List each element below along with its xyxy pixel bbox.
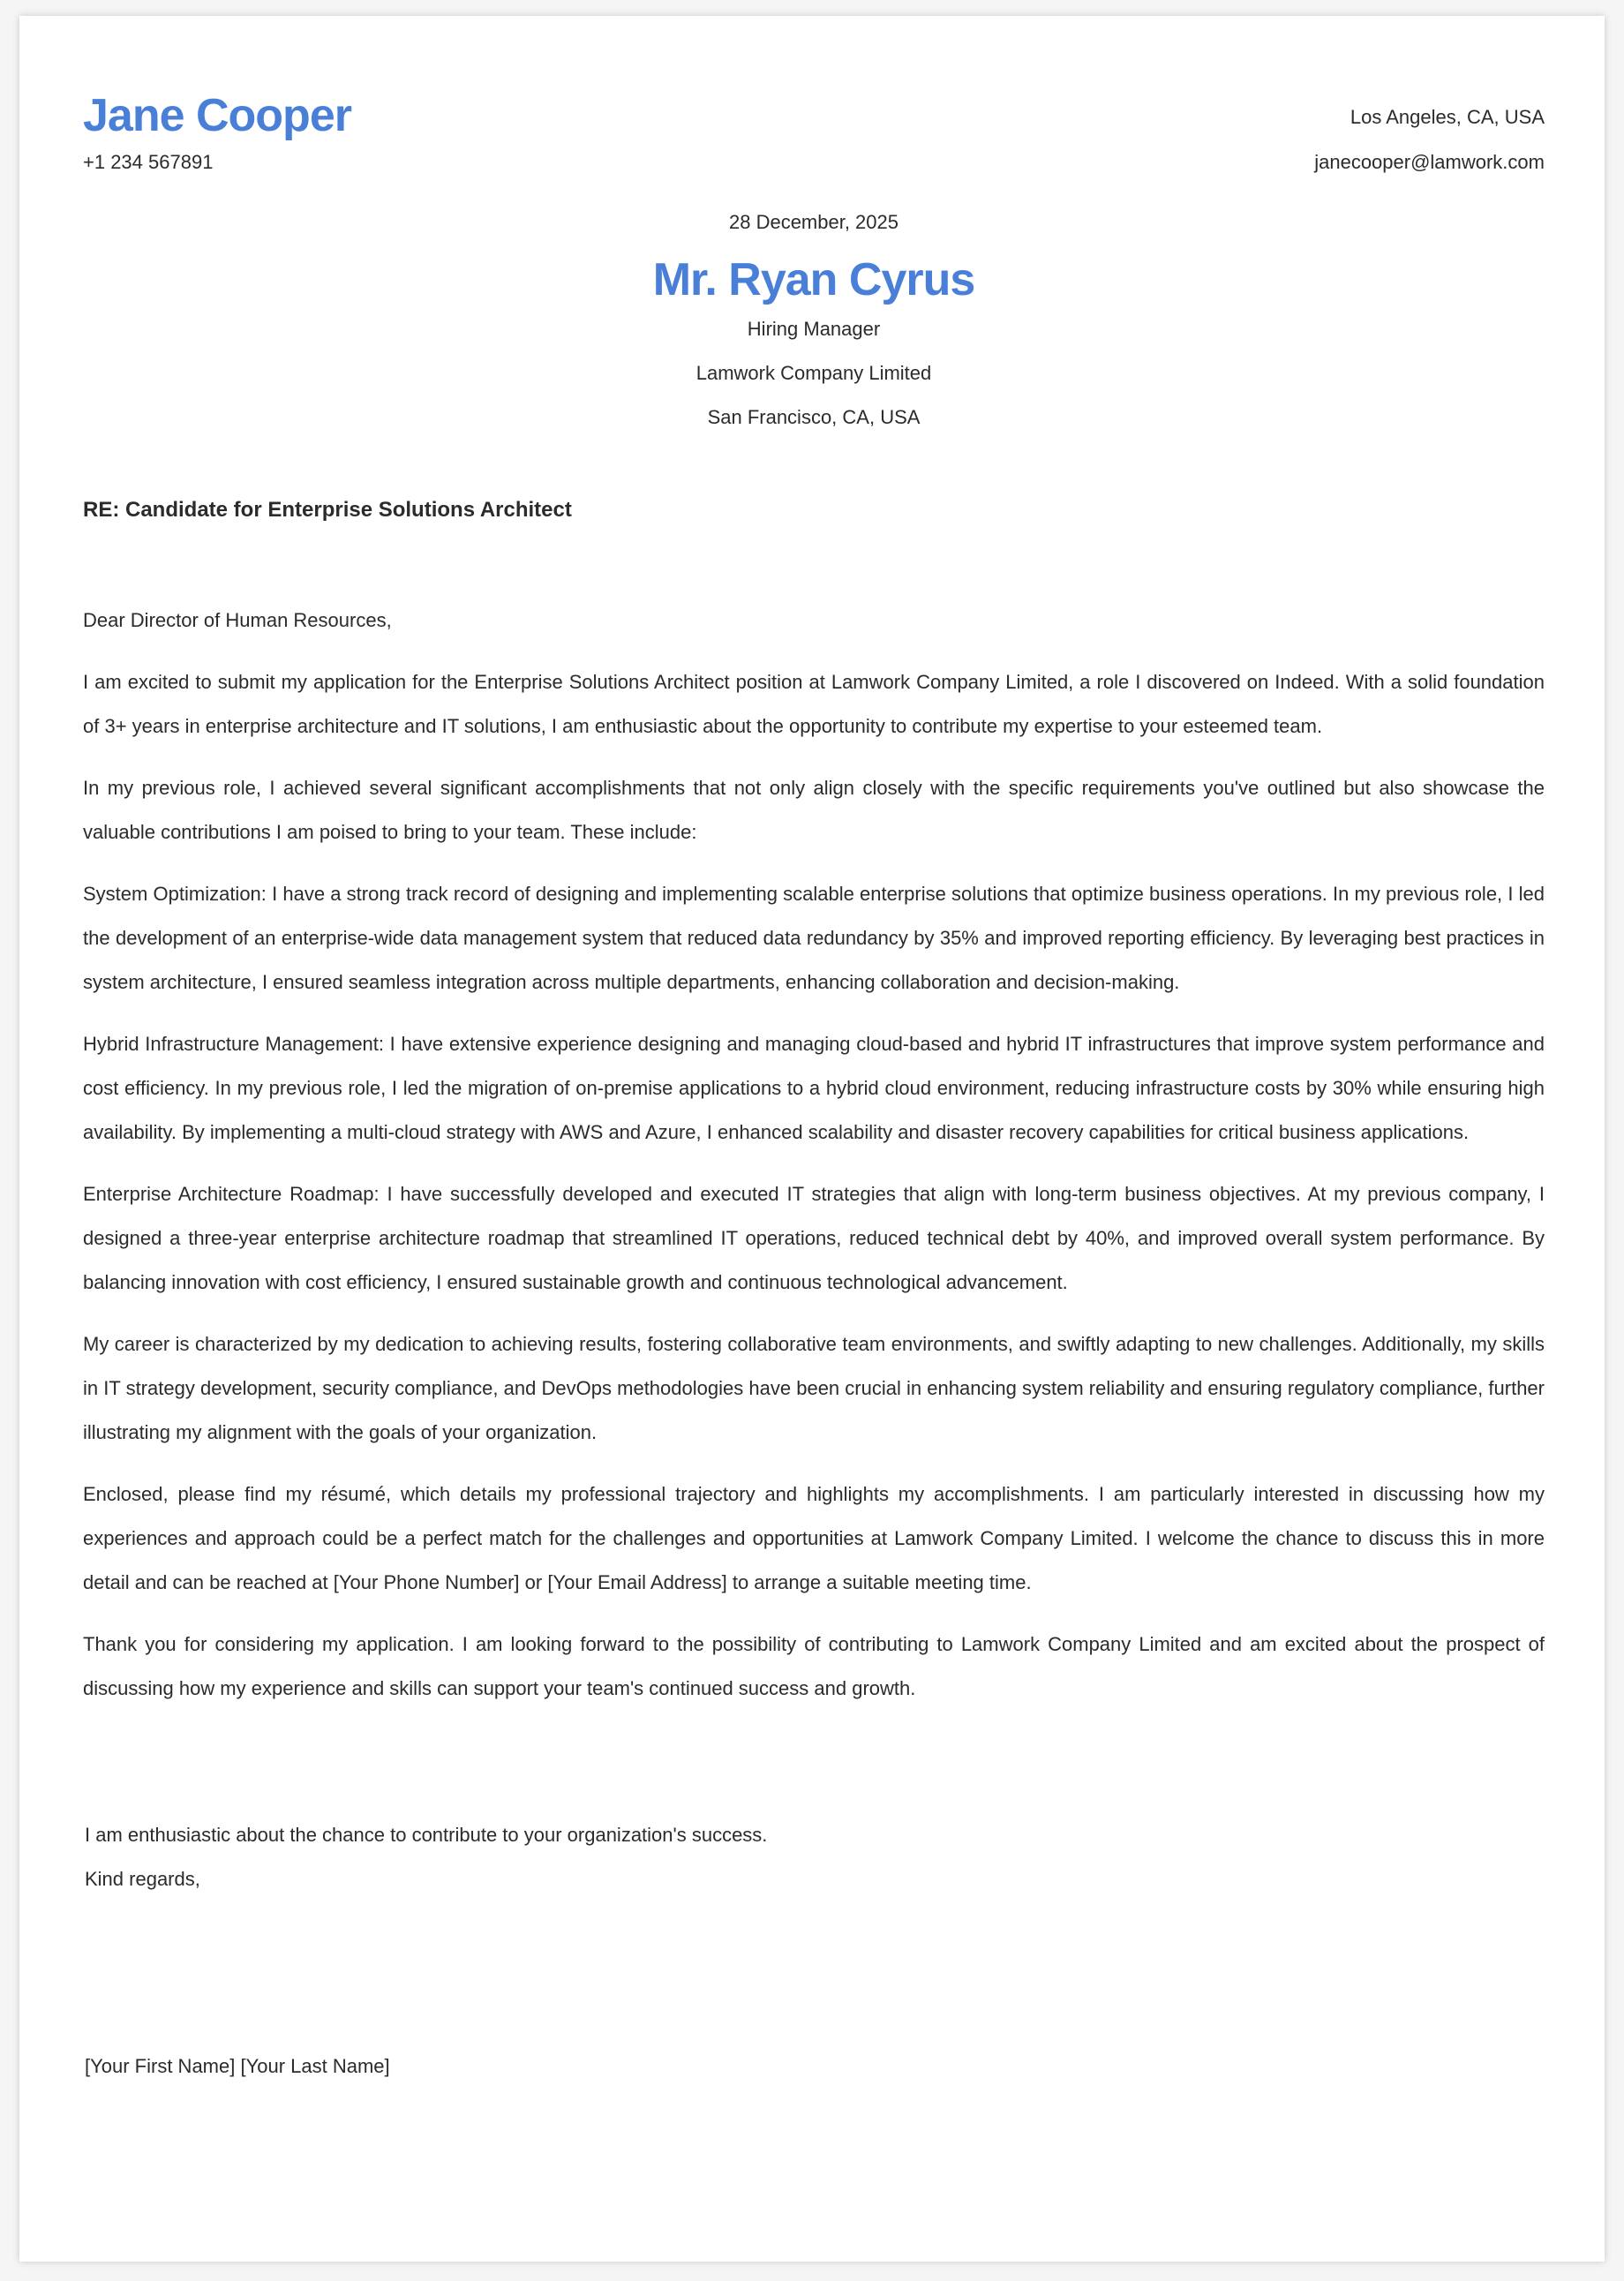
- recipient-name: Mr. Ryan Cyrus: [652, 254, 975, 305]
- sender-email: janecooper@lamwork.com: [1314, 151, 1545, 173]
- recipient-title: Hiring Manager: [747, 318, 881, 341]
- recipient-company: Lamwork Company Limited: [695, 362, 932, 385]
- signature: [Your First Name] [Your Last Name]: [85, 2055, 390, 2077]
- letter-body: [83, 598, 1545, 1728]
- body-paragraph: I am excited to submit my application for the Enterprise Solutions Architect position at Lamwork Company Limited, a role I discovered on Indeed. With a solid foundation of 3+ years in enterprise architecture and IT solutions, I am enthusiastic about the opportunity to contribute my expertise to your esteemed team.: [83, 671, 1545, 737]
- recipient-location: San Francisco, CA, USA: [707, 406, 921, 429]
- letter-content: [83, 16, 1545, 2077]
- body-paragraph: My career is characterized by my dedication to achieving results, fostering collaborative team environments, and swiftly adapting to new challenges. Additionally, my skills in IT strategy development, security compliance, and DevOps methodologies have been crucial in enhancing system reliability and ensuring regulatory compliance, further illustrating my alignment with the goals of your organization.: [83, 1333, 1545, 1443]
- letter-page: [19, 16, 1605, 2262]
- sender-location: Los Angeles, CA, USA: [1350, 106, 1545, 128]
- body-paragraph: Enterprise Architecture Roadmap: I have successfully developed and executed IT strategies that align with long-term business objectives. At my previous company, I designed a three-year enterprise architecture roadmap that streamlined IT operations, reduced technical debt by 40%, and improved overall system performance. By balancing innovation with cost efficiency, I ensured sustainable growth and continuous technological advancement.: [83, 1183, 1545, 1293]
- body-paragraph: Hybrid Infrastructure Management: I have extensive experience designing and managing cloud-based and hybrid IT infrastructures that improve system performance and cost efficiency. In my previous role, I led the migration of on-premise applications to a hybrid cloud environment, reducing infrastructure costs by 30% while ensuring high availability. By implementing a multi-cloud strategy with AWS and Azure, I enhanced scalability and disaster recovery capabilities for critical business applications.: [83, 1033, 1545, 1143]
- body-paragraph: In my previous role, I achieved several significant accomplishments that not only align closely with the specific requirements you've outlined but also showcase the valuable contributions I am poised to bring to your team. These include:: [83, 777, 1545, 843]
- closing-statement: I am enthusiastic about the chance to contribute to your organization's success.: [85, 1824, 768, 1846]
- letter-date: 28 December, 2025: [728, 211, 899, 233]
- letter-header: [83, 16, 1545, 210]
- recipient-block: [83, 252, 1545, 440]
- letter-subject: RE: Candidate for Enterprise Solutions Architect: [83, 498, 572, 522]
- sign-off: Kind regards,: [85, 1868, 200, 1890]
- body-paragraph: System Optimization: I have a strong track record of designing and implementing scalable enterprise solutions that optimize business operations. In my previous role, I led the development of an enterprise-wide data management system that reduced data redundancy by 35% and improved reporting efficiency. By leveraging best practices in system architecture, I ensured seamless integration across multiple departments, enhancing collaboration and decision-making.: [83, 883, 1545, 993]
- sender-phone: +1 234 567891: [83, 151, 214, 173]
- body-paragraph: Thank you for considering my application. I am looking forward to the possibility of contributing to Lamwork Company Limited and am excited about the prospect of discussing how my experience and skills can support your team's continued success and growth.: [83, 1633, 1545, 1699]
- closing-block: [85, 1813, 767, 1901]
- salutation: Dear Director of Human Resources,: [83, 609, 392, 631]
- sender-name: Jane Cooper: [83, 90, 351, 141]
- body-paragraph: Enclosed, please find my résumé, which details my professional trajectory and highlights my accomplishments. I am particularly interested in discussing how my experiences and approach could be a perfect match for the challenges and opportunities at Lamwork Company Limited. I welcome the chance to discuss this in more detail and can be reached at [Your Phone Number] or [Your Email Address] to arrange a suitable meeting time.: [83, 1483, 1545, 1593]
